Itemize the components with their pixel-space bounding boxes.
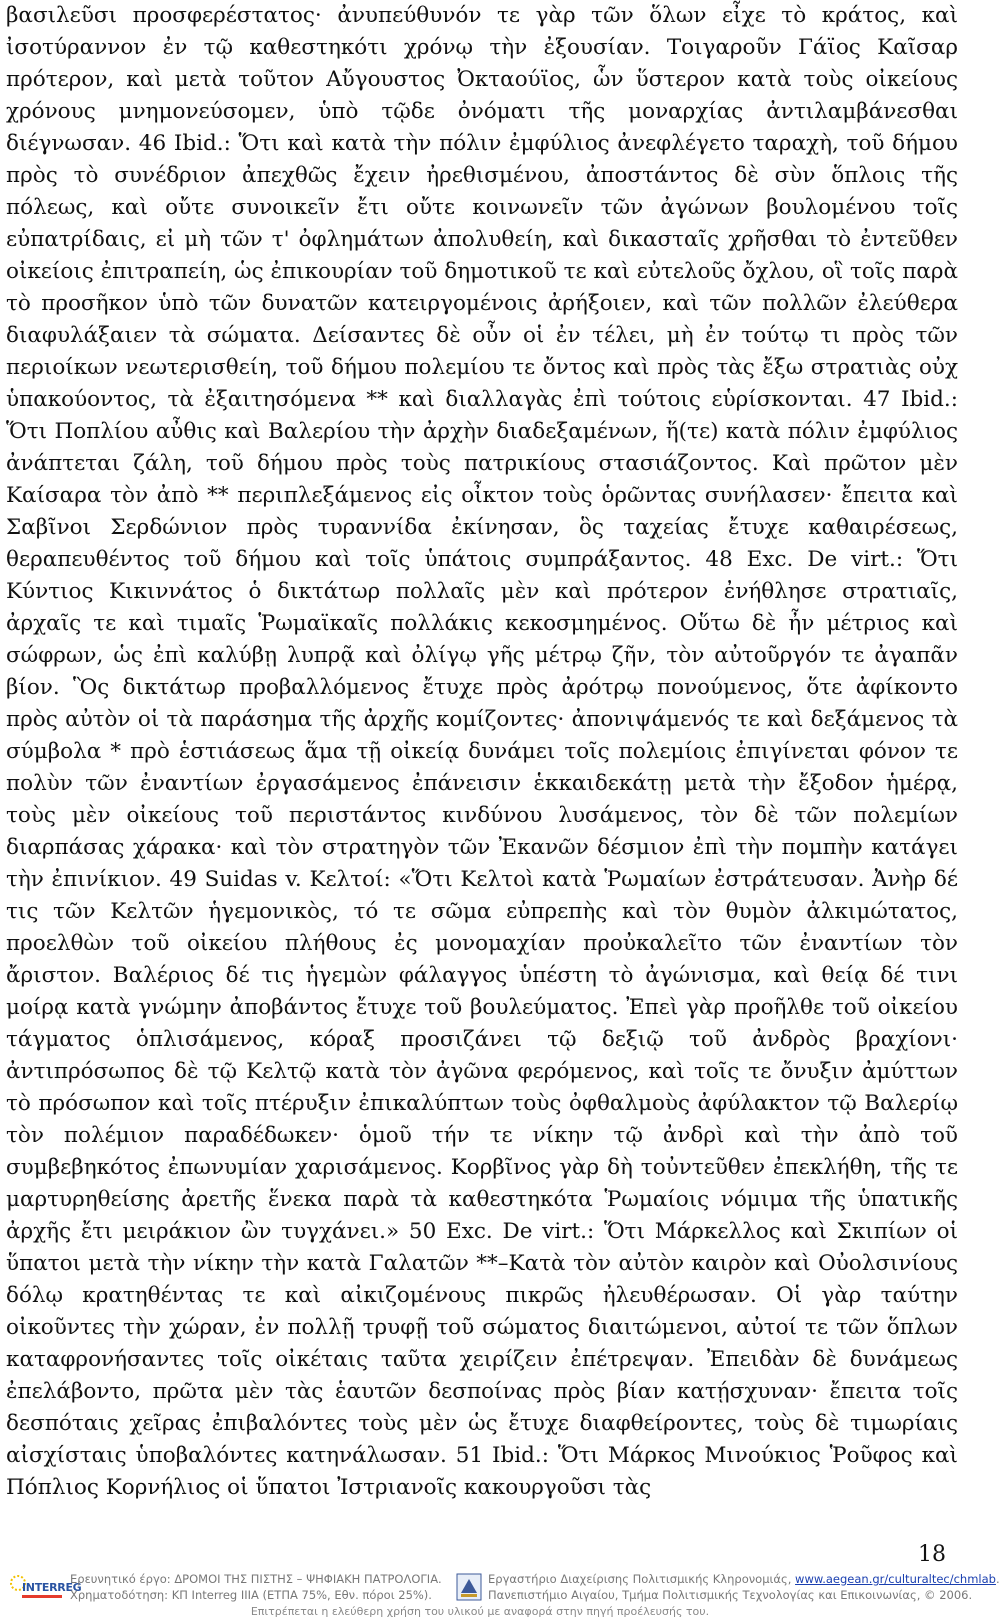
page-footer <box>0 1565 1000 1621</box>
body-paragraph: βασιλεῦσι προσφερέστατος· ἀνυπεύθυνόν τε γὰρ τῶν ὅλων εἶχε τὸ κράτος, καὶ ἰσοτύραννον ἐν τῷ καθεστηκότι χρόνῳ τὴν ἐξουσίαν. Τοιγαροῦν Γάϊος Καῖσαρ πρότερον, καὶ μετὰ τοῦτον Αὔγουστος Ὀκταούϊος, ὧν ὕστερον κατὰ τοὺς οἰκείους χρόνους μνημονεύσομεν, ὑπὸ τῷδε ὀνόματι τῆς μοναρχίας ἀντιλαμβάνεσθαι διέγνωσαν. 46 Ibid.: Ὅτι καὶ κατὰ τὴν πόλιν ἐμφύλιος ἀνεφλέγετο ταραχὴ, τοῦ δήμου πρὸς τὸ συνέδριον ἀπεχθῶς ἔχειν ἠρεθισμένου, ἀποστάντος δὲ σὺν ὅπλοις τῆς πόλεως, καὶ οὔτε συνοικεῖν ἔτι οὔτε κοινωνεῖν τῶν ἀγώνων βουλομένου τοῖς εὐπατρίδαις, εἰ μὴ τῶν τ' ὀφλημάτων ἀπολυθείη, καὶ δικασταῖς χρῆσθαι τὸ ἐντεῦθεν οἰκείοις ἐπιτραπείη, ὡς ἐπικουρίαν τοῦ δημοτικοῦ τε καὶ εὐτελοῦς ὄχλου, οἳ τοῖς παρὰ τὸ προσῆκον ὑπὸ τῶν δυνατῶν κατειργομένοις ἀρήξοιεν, καὶ τῶν πολλῶν ἐλεύθερα διαφυλάξαιεν τὰ σώματα. Δείσαντες δὲ οὖν οἱ ἐν τέλει, μὴ ἐν τούτῳ τι πρὸς τῶν περιοίκων νεωτερισθείη, τοῦ δήμου πολεμίου τε ὄντος καὶ πρὸς τὰς ἔξω στρατιὰς οὐχ ὑπακούοντος, τὰ ἐξαιτησόμενα ** καὶ διαλλαγὰς ἐπὶ τούτοις εὑρίσκονται. 47 Ibid.: Ὅτι Ποπλίου αὖθις καὶ Βαλερίου τὴν ἀρχὴν διαδεξαμένων, ἥ(τε) κατὰ πόλιν ἐμφύλιος ἀνάπτεται ζάλη, τοῦ δήμου πρὸς τοὺς πατρικίους στασιάζοντος. Καὶ πρῶτον μὲν Καίσαρα τὸν ἀπὸ ** περιπλεξάμενος εἰς οἶκτον τοὺς ὁρῶντας συνήλασεν· ἔπειτα καὶ Σαβῖνοι Σερδώνιον πρὸς τυραννίδα ἐκίνησαν, ὃς ταχείας ἔτυχε καθαιρέσεως, θεραπευθέντος τοῦ δήμου καὶ τοῖς ὑπάτοις συμπράξαντος. 48 Exc. De virt.: Ὅτι Κύντιος Κικιννάτος ὁ δικτάτωρ πολλαῖς μὲν καὶ πρότερον ἐνήθλησε στρατιαῖς, ἀρχαῖς τε καὶ τιμαῖς Ῥωμαϊκαῖς πολλάκις κεκοσμημένος. Οὕτω δὲ ἦν μέτριος καὶ σώφρων, ὡς ἐπὶ καλύβῃ λυπρᾷ καὶ ὀλίγῳ γῆς μέτρῳ ζῆν, τὸν αὐτοῦργόν τε ἀγαπᾶν βίον. Ὃς δικτάτωρ προβαλλόμενος ἔτυχε πρὸς ἀρότρῳ πονούμενος, ὅτε ἀφίκοντο πρὸς αὐτὸν οἱ τὰ παράσημα τῆς ἀρχῆς κομίζοντες· ἀπονιψάμενός τε καὶ δεξάμενος τὰ σύμβολα * πρὸ ἑστιάσεως ἅμα τῇ οἰκείᾳ δυνάμει τοῖς πολεμίοις ἐπιγίνεται φόνον τε πολὺν τῶν ἐναντίων ἐργασάμενος ἐπάνεισιν ἑκκαιδεκάτῃ μετὰ τὴν ἔξοδον ἡμέρᾳ, τοὺς μὲν οἰκείους τοῦ περιστάντος κινδύνου λυσάμενος, τὸν δὲ τῶν πολεμίων διαρπάσας χάρακα· καὶ τὸν στρατηγὸν τῶν Ἐκανῶν δέσμιον ἐπὶ τὴν πομπὴν κατάγει τὴν ἐπινίκιον. 49 Suidas v. Κελτοί: «Ὅτι Κελτοὶ κατὰ Ῥωμαίων ἐστράτευσαν. Ἀνὴρ δέ τις τῶν Κελτῶν ἡγεμονικὸς, τό τε σῶμα εὐπρεπὴς καὶ τὸν θυμὸν ἀλκιμώτατος, προελθὼν τοῦ οἰκείου πλήθους ἐς μονομαχίαν προὐκαλεῖτο τῶν ἐναντίων τὸν ἄριστον. Βαλέριος δέ τις ἡγεμὼν φάλαγγος ὑπέστη τὸ ἀγώνισμα, καὶ θείᾳ δέ τινι μοίρᾳ κατὰ γνώμην ἀποβάντος ἔτυχε τοῦ βουλεύματος. Ἐπεὶ γὰρ προῆλθε τοῦ οἰκείου τάγματος ὁπλισάμενος, κόραξ προσιζάνει τῷ δεξιῷ τοῦ ἀνδρὸς βραχίονι· ἀντιπρόσωπος δὲ τῷ Κελτῷ κατὰ τὸν ἀγῶνα φερόμενος, καὶ τοῖς τε ὄνυξιν ἀμύττων τὸ πρόσωπον καὶ τοῖς πτέρυξιν ἐπικαλύπτων τοὺς ὀφθαλμοὺς ἀφύλακτον τῷ Βαλερίῳ τὸν πολέμιον παραδέδωκεν· ὁμοῦ τήν τε νίκην τῷ ἀνδρὶ καὶ τὴν ἀπὸ τοῦ συμβεβηκότος ἐπωνυμίαν χαρισάμενος. Κορβῖνος γὰρ δὴ τοὐντεῦθεν ἐπεκλήθη, τῆς τε μαρτυρηθείσης ἀρετῆς ἕνεκα παρὰ τὰ καθεστηκότα Ῥωμαίοις νόμιμα τῆς ὑπατικῆς ἀρχῆς ἔτι μειράκιον ὢν τυγχάνει.» 50 Exc. De virt.: Ὅτι Μάρκελλος καὶ Σκιπίων οἱ ὕπατοι μετὰ τὴν νίκην τὴν κατὰ Γαλατῶν **–Κατὰ τὸν αὐτὸν καιρὸν καὶ Οὐολσινίους δόλῳ κρατηθέντας τε καὶ αἰκιζομένους πικρῶς ἠλευθέρωσαν. Οἱ γὰρ ταύτην οἰκοῦντες τὴν χώραν, ἐν πολλῇ τρυφῇ τοῦ σώματος διαιτώμενοι, αὐτοί τε τῶν ὅπλων καταφρονήσαντες τοῖς οἰκέταις ταῦτα χειρίζειν ἐπέτρεψαν. Ἐπειδὰν δὲ δυνάμεως ἐπελάβοντο, πρῶτα μὲν τὰς ἑαυτῶν δεσποίνας πρὸς βίαν κατῄσχυναν· ἔπειτα τοῖς δεσπόταις χεῖρας ἐπιβαλόντες τοὺς μὲν ὡς ἔτυχε διαφθείροντες, τοὺς δὲ τιμωρίαις αἰσχίσταις ὑποβαλόντες κατηνάλωσαν. 51 Ibid.: Ὅτι Μάρκος Μινούκιος Ῥοῦφος καὶ Πόπλιος Κορνήλιος οἱ ὕπατοι Ἰστριανοῖς κακουργοῦσι τὰς <box>6 3 958 1500</box>
body-text-block <box>6 0 958 1504</box>
page-number: 18 <box>918 1542 946 1567</box>
interreg-logo-word: INTERREG <box>22 1581 82 1594</box>
interreg-logo-bar <box>22 1595 62 1598</box>
footer-lab-period: . <box>995 1572 1000 1586</box>
footer-project-title: Ερευνητικό έργο: ΔΡΟΜΟΙ ΤΗΣ ΠΙΣΤΗΣ – ΨΗΦΙΑΚΗ ΠΑΤΡΟΛΟΓΙΑ. <box>70 1572 442 1586</box>
aegean-university-logo-icon <box>456 1573 482 1601</box>
interreg-logo-icon <box>10 1575 82 1601</box>
footer-funding: Χρηματοδότηση: ΚΠ Interreg IIIA (ΕΤΠΑ 75%, Εθν. πόροι 25%). <box>70 1588 432 1602</box>
footer-lab-line <box>488 1571 1000 1587</box>
footer-lab-name: Εργαστήριο Διαχείρισης Πολιτισμικής Κληρονομιάς, <box>488 1572 796 1586</box>
footer-usage-notice: Επιτρέπεται η ελεύθερη χρήση του υλικού με αναφορά στην πηγή προέλευσής του. <box>250 1605 710 1618</box>
footer-university: Πανεπιστήμιο Αιγαίου, Τμήμα Πολιτισμικής Τεχνολογίας και Επικοινωνίας, © 2006. <box>488 1588 973 1602</box>
footer-lab-link[interactable]: www.aegean.gr/culturaltec/chmlab <box>795 1572 996 1586</box>
footer-lab-info <box>488 1571 1000 1603</box>
footer-project-info <box>70 1571 440 1603</box>
